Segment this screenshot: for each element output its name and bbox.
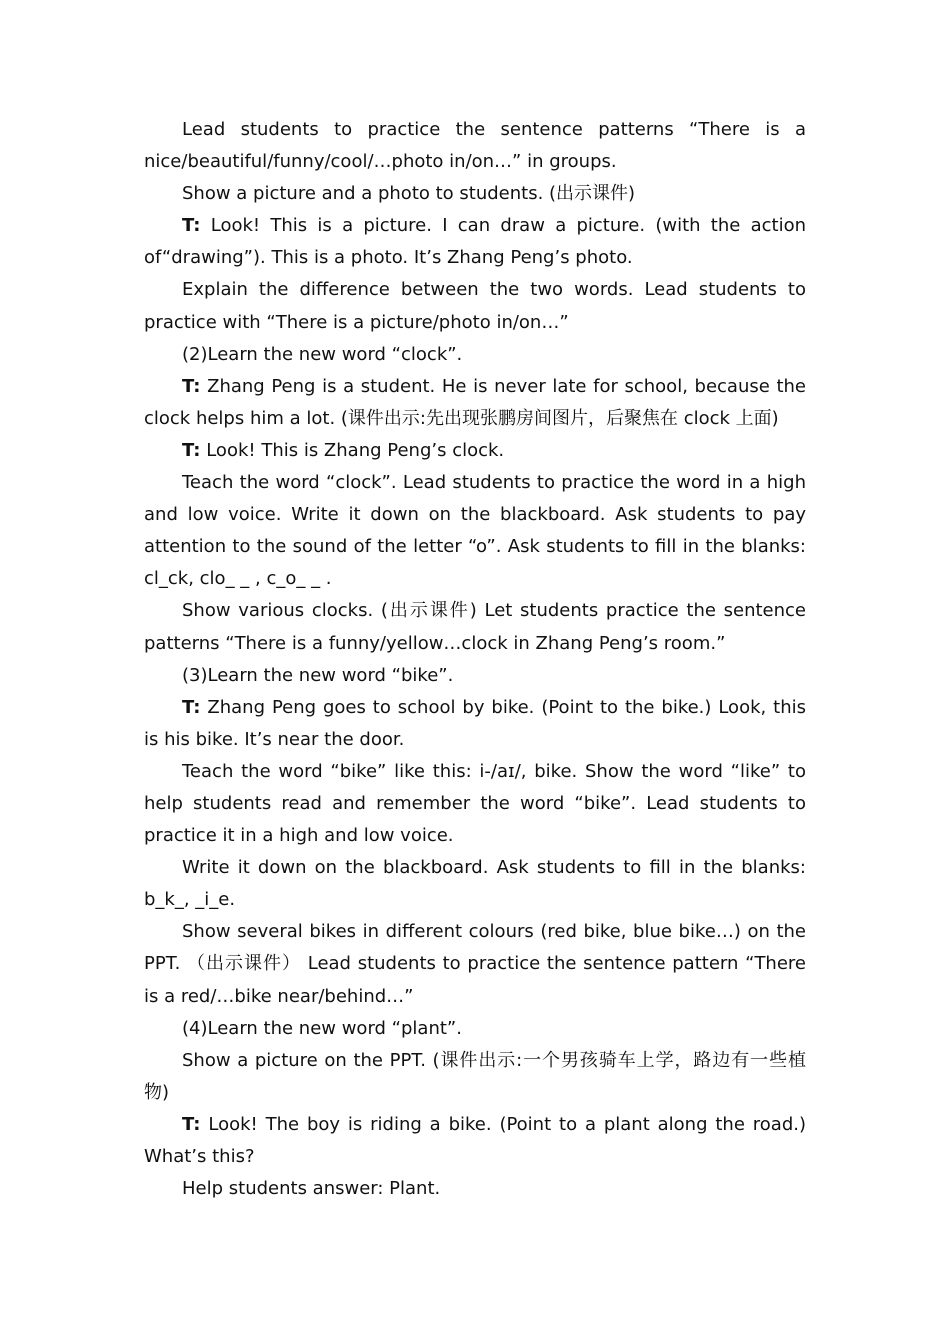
- speaker-label: T:: [182, 215, 201, 237]
- paragraph: T: Look! The boy is riding a bike. (Point to a plant along the road.) What’s this?: [144, 1113, 806, 1167]
- paragraph: Help students answer: Plant.: [182, 1178, 441, 1200]
- speaker-label: T:: [182, 1113, 201, 1135]
- paragraph: T: Zhang Peng goes to school by bike. (Point to the bike.) Look, this is his bike. It’s near the door.: [144, 696, 806, 750]
- paragraph: T: Look! This is Zhang Peng’s clock.: [182, 439, 505, 461]
- paragraph: Write it down on the blackboard. Ask students to fill in the blanks: b_k_, _i_e.: [144, 857, 806, 911]
- paragraph: Explain the difference between the two words. Lead students to practice with “There is a picture/photo in/on…”: [144, 279, 806, 333]
- paragraph: (4)Learn the new word “plant”.: [182, 1017, 462, 1039]
- speaker-label: T:: [182, 439, 201, 461]
- document-body: [144, 114, 806, 1205]
- paragraph: Show a picture and a photo to students. (出示课件): [182, 183, 636, 205]
- speaker-label: T:: [182, 375, 201, 397]
- paragraph: Show a picture on the PPT. (课件出示:一个男孩骑车上学，路边有一些植物): [144, 1049, 806, 1103]
- paragraph: T: Zhang Peng is a student. He is never late for school, because the clock helps him a lot. (课件出示:先出现张鹏房间图片，后聚焦在 clock 上面): [144, 375, 806, 429]
- paragraph: Teach the word “bike” like this: i-/aɪ/, bike. Show the word “like” to help students read and remember the word “bike”. Lead students to practice it in a high and low voice.: [144, 760, 806, 847]
- paragraph: (2)Learn the new word “clock”.: [182, 343, 463, 365]
- paragraph: Show various clocks. (出示课件) Let students practice the sentence patterns “There is a funny/yellow…clock in Zhang Peng’s room.”: [144, 600, 806, 654]
- paragraph: (3)Learn the new word “bike”.: [182, 664, 454, 686]
- paragraph: Teach the word “clock”. Lead students to practice the word in a high and low voice. Write it down on the blackboard. Ask students to pay attention to the sound of the letter “o”. Ask students to fill in the blanks: cl_ck, clo_ _ , c_o_ _ .: [144, 472, 806, 590]
- paragraph: Lead students to practice the sentence patterns “There is a nice/beautiful/funny/cool/…photo in/on…” in groups.: [144, 119, 806, 173]
- speaker-label: T:: [182, 696, 201, 718]
- paragraph: Show several bikes in different colours (red bike, blue bike…) on the PPT. （出示课件） Lead students to practice the sentence pattern “There is a red/…bike near/behind…”: [144, 921, 806, 1007]
- paragraph: T: Look! This is a picture. I can draw a picture. (with the action of“drawing”). This is a photo. It’s Zhang Peng’s photo.: [144, 215, 806, 269]
